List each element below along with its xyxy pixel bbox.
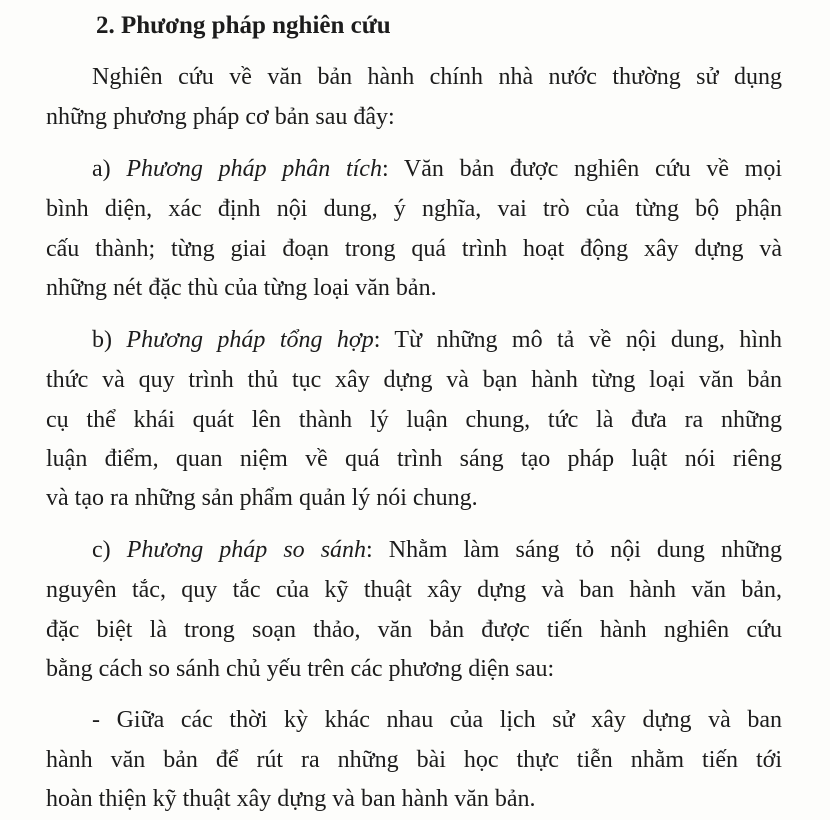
para-b-line-4: luận điểm, quan niệm về quá trình sáng tạo pháp luật nói riêng xyxy=(46,446,782,472)
para-b-line-3: cụ thể khái quát lên thành lý luận chung, tức là đưa ra những xyxy=(46,407,782,433)
para-b-line-5: và tạo ra những sản phẩm quản lý nói chung. xyxy=(46,485,478,511)
para-b-line-1-rest: : Từ những mô tả về nội dung, hình xyxy=(373,327,782,353)
para-a-line-2: bình diện, xác định nội dung, ý nghĩa, vai trò của từng bộ phận xyxy=(46,196,782,222)
para-c-line-1-rest: : Nhằm làm sáng tỏ nội dung những xyxy=(366,537,782,563)
para-c-line-4: bằng cách so sánh chủ yếu trên các phương diện sau: xyxy=(46,656,555,682)
para-a-line-3: cấu thành; từng giai đoạn trong quá trình hoạt động xây dựng và xyxy=(46,236,782,262)
para-b-line-2: thức và quy trình thủ tục xây dựng và bạn hành từng loại văn bản xyxy=(46,367,782,393)
para-c-term: Phương pháp so sánh xyxy=(126,537,367,563)
para-a-term: Phương pháp phân tích xyxy=(126,156,382,182)
para-a-line-1-rest: : Văn bản được nghiên cứu về mọi xyxy=(381,156,782,182)
para-c-line-3: đặc biệt là trong soạn thảo, văn bản được tiến hành nghiên cứu xyxy=(46,617,782,643)
para-d-line-3: hoàn thiện kỹ thuật xây dựng và ban hành văn bản. xyxy=(46,786,536,812)
para-b-line-1 xyxy=(92,323,782,357)
para-a-line-1 xyxy=(92,152,782,186)
para-d-line-1: - Giữa các thời kỳ khác nhau của lịch sử xây dựng và ban xyxy=(92,707,782,733)
intro-line-1: Nghiên cứu về văn bản hành chính nhà nước thường sử dụng xyxy=(92,64,782,90)
para-c-line-1 xyxy=(92,533,782,567)
para-b-prefix: b) xyxy=(92,327,127,353)
para-a-line-4: những nét đặc thù của từng loại văn bản. xyxy=(46,275,437,301)
para-c-prefix: c) xyxy=(92,537,127,563)
para-d-line-2: hành văn bản để rút ra những bài học thực tiễn nhằm tiến tới xyxy=(46,747,782,773)
section-heading: 2. Phương pháp nghiên cứu xyxy=(96,12,391,39)
para-c-line-2: nguyên tắc, quy tắc của kỹ thuật xây dựng và ban hành văn bản, xyxy=(46,577,782,603)
para-a-prefix: a) xyxy=(92,156,127,182)
intro-line-2: những phương pháp cơ bản sau đây: xyxy=(46,104,395,130)
para-b-term: Phương pháp tổng hợp xyxy=(126,327,374,353)
